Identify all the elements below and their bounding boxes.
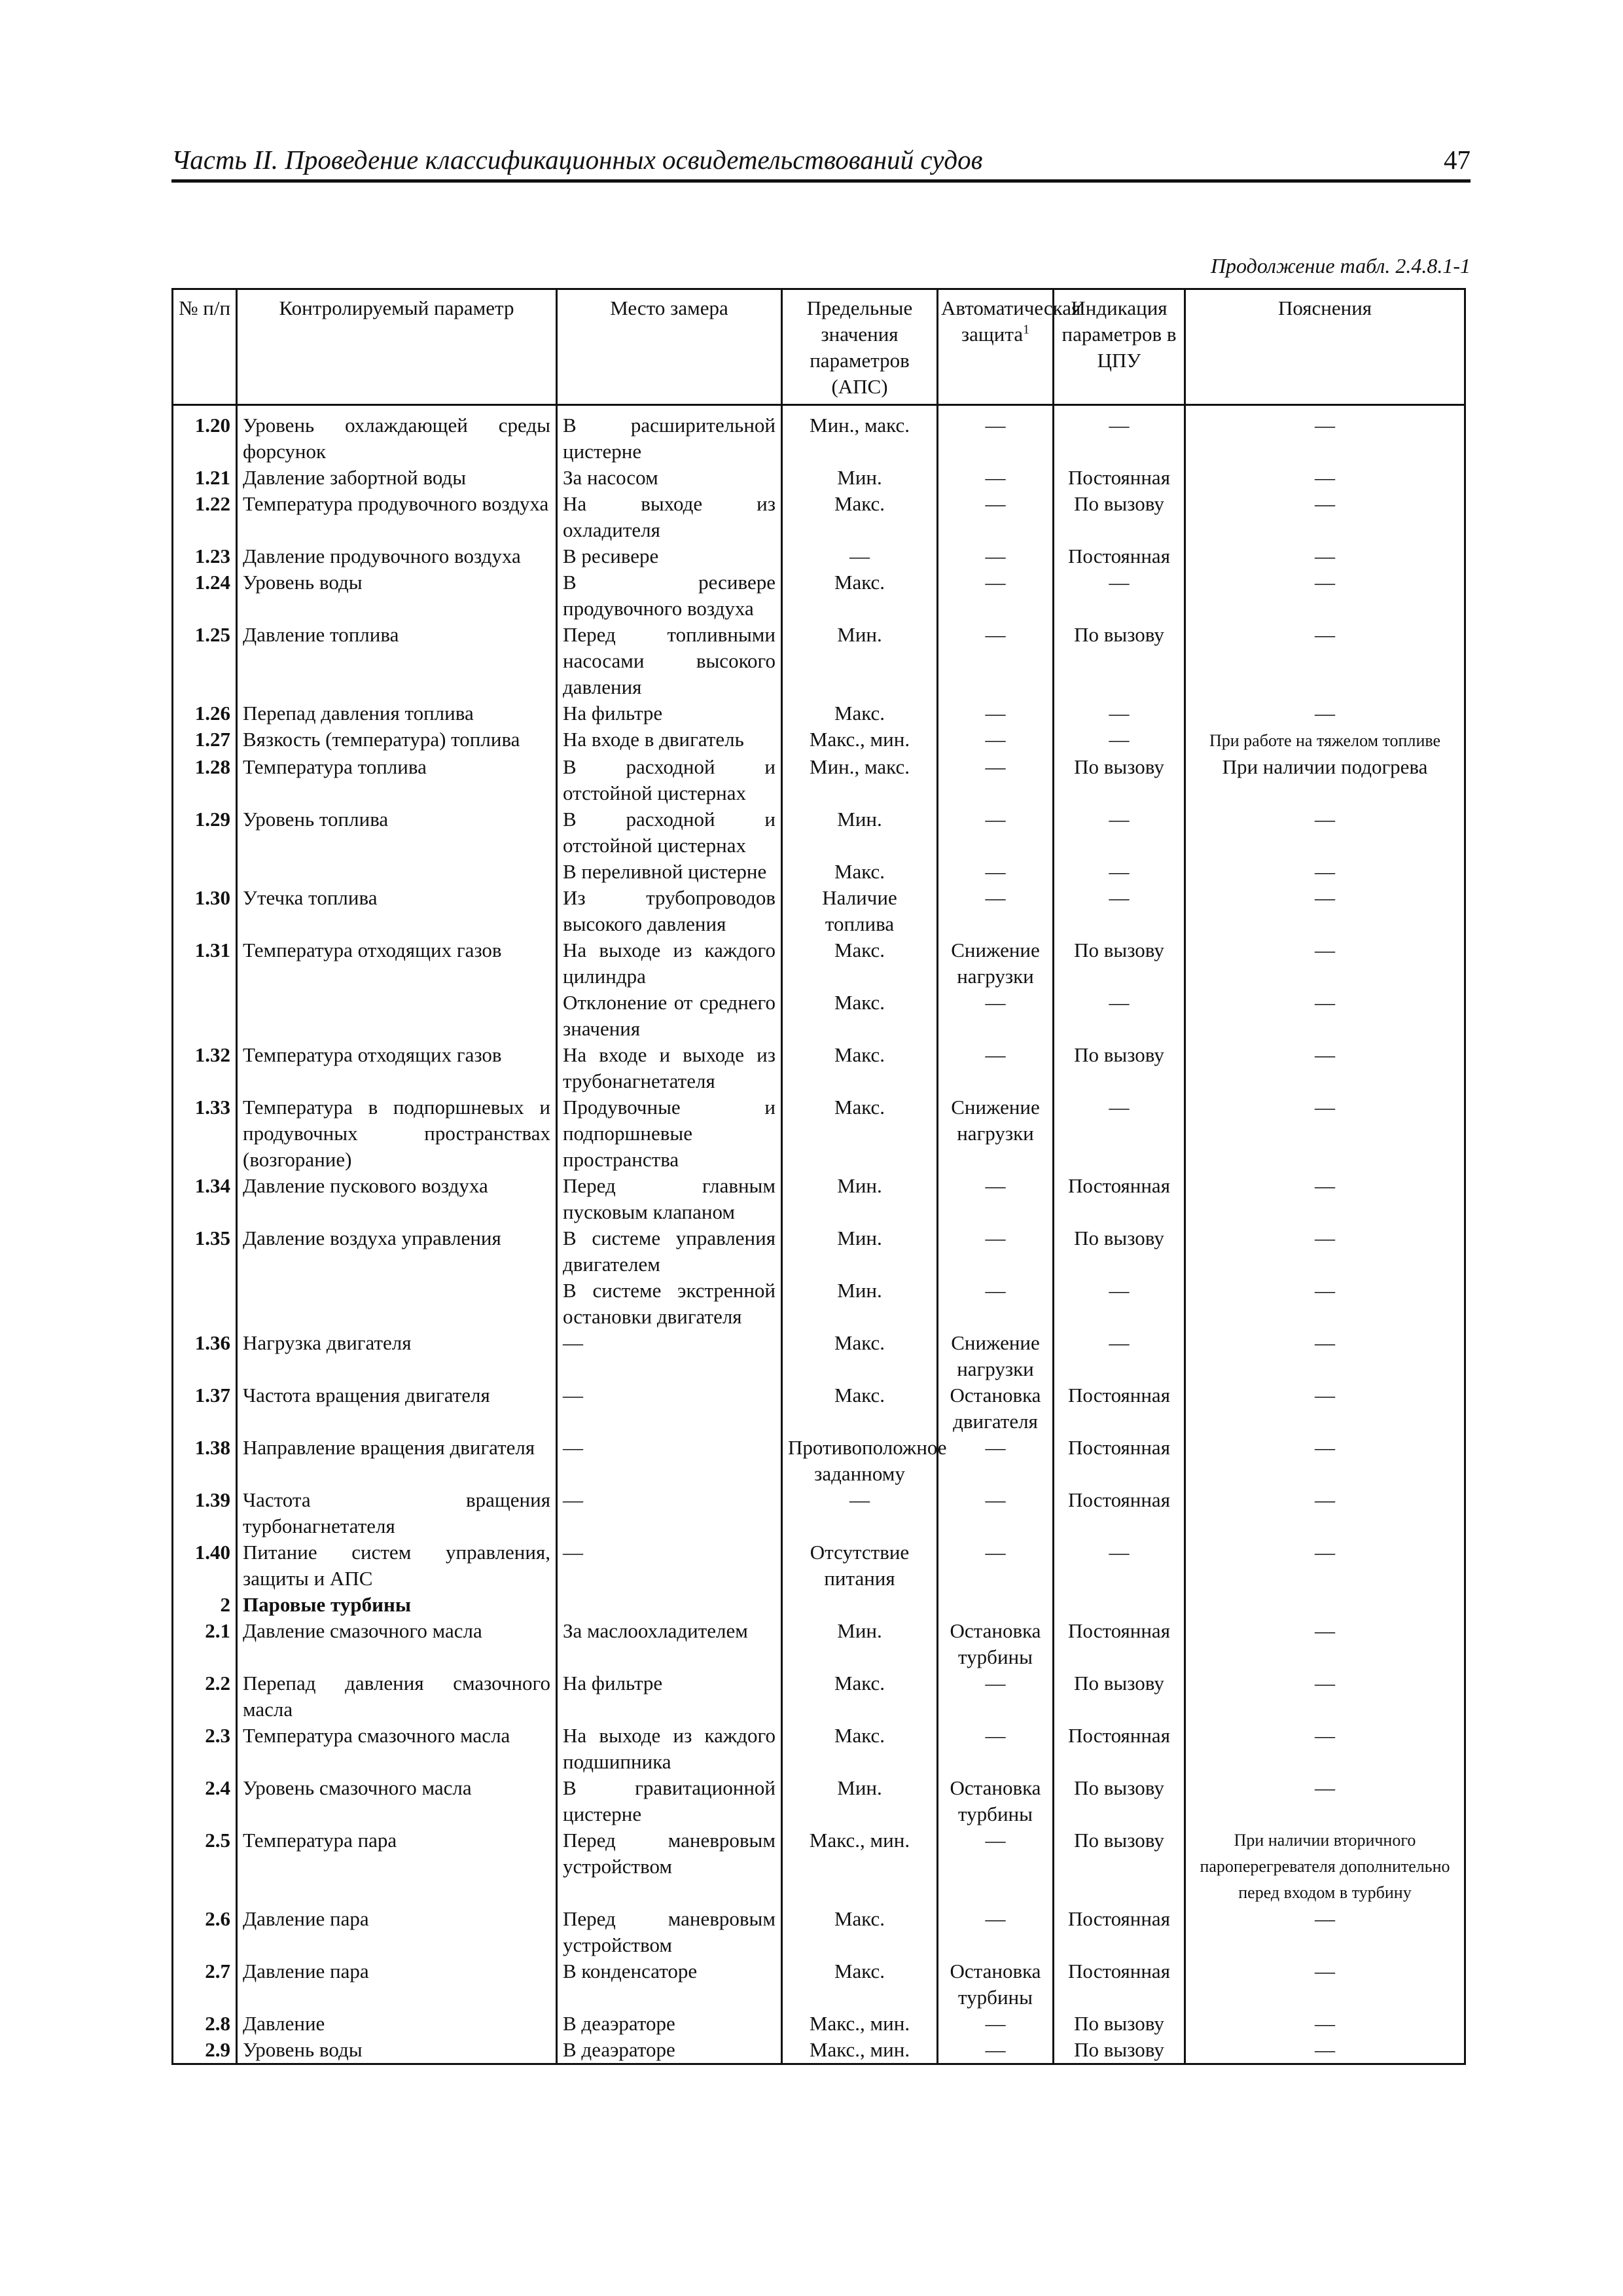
cell-limits: Отсутствие питания <box>782 1539 938 1592</box>
cell-ind: Постоянная <box>1054 1382 1185 1435</box>
header-place: Место замера <box>557 289 782 405</box>
table-row <box>173 1278 1465 1330</box>
cell-num: 1.31 <box>173 937 237 990</box>
cell-ind <box>1054 1592 1185 1618</box>
cell-ind: — <box>1054 806 1185 859</box>
cell-num: 1.25 <box>173 622 237 700</box>
cell-auto: — <box>938 543 1054 569</box>
cell-limits: Макс. <box>782 1042 938 1094</box>
table-row <box>173 405 1465 465</box>
cell-limits: Макс. <box>782 1382 938 1435</box>
cell-place: — <box>557 1435 782 1487</box>
cell-notes: — <box>1185 990 1465 1042</box>
cell-ind: — <box>1054 885 1185 937</box>
cell-limits: Макс. <box>782 700 938 726</box>
cell-param: Утечка топлива <box>237 885 557 937</box>
table-row <box>173 1958 1465 2011</box>
cell-place <box>557 1592 782 1618</box>
cell-auto: — <box>938 754 1054 806</box>
header-auto-text: Автоматическая защита <box>941 296 1081 346</box>
cell-place: Перед маневровым устройством <box>557 1827 782 1906</box>
cell-ind: Постоянная <box>1054 1618 1185 1670</box>
cell-param: Перепад давления смазочного масла <box>237 1670 557 1723</box>
cell-num: 1.28 <box>173 754 237 806</box>
cell-place: В конденсаторе <box>557 1958 782 2011</box>
cell-ind: По вызову <box>1054 1827 1185 1906</box>
cell-notes <box>1185 726 1465 754</box>
cell-limits <box>782 1592 938 1618</box>
page-number: 47 <box>1444 145 1471 175</box>
cell-num <box>173 990 237 1042</box>
cell-auto: — <box>938 1539 1054 1592</box>
cell-param: Температура продувочного воздуха <box>237 491 557 543</box>
cell-param: Давление пара <box>237 1906 557 1958</box>
table-row <box>173 491 1465 543</box>
cell-ind: Постоянная <box>1054 1435 1185 1487</box>
table-row <box>173 1330 1465 1382</box>
cell-auto: — <box>938 405 1054 465</box>
cell-ind: — <box>1054 405 1185 465</box>
cell-param: Температура отходящих газов <box>237 937 557 990</box>
cell-notes: — <box>1185 1723 1465 1775</box>
cell-param: Температура в подпоршневых и продувочных пространствах (возгорание) <box>237 1094 557 1173</box>
cell-limits: Противоположное заданному <box>782 1435 938 1487</box>
table-header-row <box>173 289 1465 405</box>
table-row <box>173 569 1465 622</box>
cell-notes: — <box>1185 2037 1465 2064</box>
cell-limits: Макс. <box>782 1906 938 1958</box>
cell-param: Уровень топлива <box>237 806 557 859</box>
cell-param: Направление вращения двигателя <box>237 1435 557 1487</box>
cell-param: Давление пара <box>237 1958 557 2011</box>
cell-place: Отклонение от среднего значения <box>557 990 782 1042</box>
cell-num: 1.36 <box>173 1330 237 1382</box>
cell-notes: — <box>1185 1906 1465 1958</box>
cell-auto: Снижение нагрузки <box>938 1330 1054 1382</box>
cell-notes: — <box>1185 1330 1465 1382</box>
table-row <box>173 1435 1465 1487</box>
cell-num <box>173 1278 237 1330</box>
cell-notes: — <box>1185 405 1465 465</box>
table-row <box>173 1173 1465 1225</box>
cell-place: На выходе из каждого цилиндра <box>557 937 782 990</box>
table-row <box>173 543 1465 569</box>
table-row <box>173 1618 1465 1670</box>
cell-place: — <box>557 1382 782 1435</box>
cell-place: В переливной цистерне <box>557 859 782 885</box>
cell-ind: — <box>1054 569 1185 622</box>
cell-num: 1.34 <box>173 1173 237 1225</box>
cell-notes: — <box>1185 1042 1465 1094</box>
cell-num: 2.8 <box>173 2011 237 2037</box>
cell-auto: — <box>938 465 1054 491</box>
cell-place: Перед главным пусковым клапаном <box>557 1173 782 1225</box>
cell-place: В гравитационной цистерне <box>557 1775 782 1827</box>
cell-num: 1.23 <box>173 543 237 569</box>
cell-ind: По вызову <box>1054 1775 1185 1827</box>
cell-place: В расходной и отстойной цистернах <box>557 806 782 859</box>
cell-param: Температура отходящих газов <box>237 1042 557 1094</box>
cell-ind: Постоянная <box>1054 465 1185 491</box>
cell-notes: — <box>1185 1539 1465 1592</box>
cell-place: За маслоохладителем <box>557 1618 782 1670</box>
cell-auto: — <box>938 726 1054 754</box>
table-row <box>173 1042 1465 1094</box>
cell-notes: — <box>1185 2011 1465 2037</box>
cell-place: На фильтре <box>557 1670 782 1723</box>
cell-place: В системе управления двигателем <box>557 1225 782 1278</box>
cell-notes: — <box>1185 1487 1465 1539</box>
cell-param: Частота вращения двигателя <box>237 1382 557 1435</box>
cell-place: Перед маневровым устройством <box>557 1906 782 1958</box>
cell-auto: — <box>938 1487 1054 1539</box>
table-row <box>173 1382 1465 1435</box>
table-row <box>173 1094 1465 1173</box>
cell-notes: — <box>1185 465 1465 491</box>
cell-auto: — <box>938 569 1054 622</box>
cell-limits: Макс. <box>782 1330 938 1382</box>
table-row <box>173 1775 1465 1827</box>
cell-ind: По вызову <box>1054 1225 1185 1278</box>
cell-auto: — <box>938 1173 1054 1225</box>
cell-limits: Макс. <box>782 937 938 990</box>
table-row <box>173 885 1465 937</box>
cell-place: В деаэраторе <box>557 2011 782 2037</box>
cell-place: В системе экстренной остановки двигателя <box>557 1278 782 1330</box>
cell-auto: Снижение нагрузки <box>938 937 1054 990</box>
cell-ind: Постоянная <box>1054 1487 1185 1539</box>
cell-limits: — <box>782 543 938 569</box>
cell-ind: По вызову <box>1054 754 1185 806</box>
cell-auto: — <box>938 2011 1054 2037</box>
cell-num: 2.3 <box>173 1723 237 1775</box>
cell-num: 1.35 <box>173 1225 237 1278</box>
cell-param: Давление смазочного масла <box>237 1618 557 1670</box>
cell-num: 1.32 <box>173 1042 237 1094</box>
cell-auto: — <box>938 806 1054 859</box>
cell-ind: — <box>1054 859 1185 885</box>
cell-notes: — <box>1185 885 1465 937</box>
cell-auto: — <box>938 700 1054 726</box>
cell-auto: — <box>938 990 1054 1042</box>
cell-param: Уровень воды <box>237 2037 557 2064</box>
cell-limits: Макс., мин. <box>782 726 938 754</box>
cell-param: Температура топлива <box>237 754 557 806</box>
cell-limits: Макс., мин. <box>782 2011 938 2037</box>
page-title: Часть II. Проведение классификационных освидетельствований судов <box>171 145 983 175</box>
cell-notes: — <box>1185 937 1465 990</box>
cell-notes: — <box>1185 1094 1465 1173</box>
cell-auto: — <box>938 1723 1054 1775</box>
cell-param: Уровень воды <box>237 569 557 622</box>
cell-auto: — <box>938 1042 1054 1094</box>
cell-num: 1.40 <box>173 1539 237 1592</box>
cell-place: — <box>557 1330 782 1382</box>
table-row <box>173 1906 1465 1958</box>
cell-place: За насосом <box>557 465 782 491</box>
cell-auto: — <box>938 1225 1054 1278</box>
cell-limits: Макс. <box>782 990 938 1042</box>
cell-notes: — <box>1185 491 1465 543</box>
cell-notes: При наличии подогрева <box>1185 754 1465 806</box>
cell-notes: — <box>1185 543 1465 569</box>
cell-place: В деаэраторе <box>557 2037 782 2064</box>
cell-limits: Мин. <box>782 1775 938 1827</box>
cell-notes: — <box>1185 859 1465 885</box>
table-row <box>173 2011 1465 2037</box>
header-notes: Пояснения <box>1185 289 1465 405</box>
cell-num: 1.26 <box>173 700 237 726</box>
cell-limits: Макс. <box>782 1958 938 2011</box>
cell-ind: — <box>1054 1539 1185 1592</box>
cell-auto: Остановка двигателя <box>938 1382 1054 1435</box>
cell-auto: — <box>938 622 1054 700</box>
cell-param: Нагрузка двигателя <box>237 1330 557 1382</box>
cell-num: 2.6 <box>173 1906 237 1958</box>
cell-place: На входе в двигатель <box>557 726 782 754</box>
cell-num: 2.4 <box>173 1775 237 1827</box>
cell-place: Продувочные и подпоршневые пространства <box>557 1094 782 1173</box>
cell-place: На входе и выходе из трубонагнетателя <box>557 1042 782 1094</box>
cell-num: 1.29 <box>173 806 237 859</box>
cell-auto: — <box>938 1278 1054 1330</box>
cell-param: Температура смазочного масла <box>237 1723 557 1775</box>
cell-ind: По вызову <box>1054 1042 1185 1094</box>
cell-limits: Макс. <box>782 1670 938 1723</box>
cell-param: Давление <box>237 2011 557 2037</box>
cell-ind: По вызову <box>1054 1670 1185 1723</box>
cell-notes: — <box>1185 1618 1465 1670</box>
cell-notes <box>1185 1592 1465 1618</box>
cell-ind: Постоянная <box>1054 1906 1185 1958</box>
cell-param: Давление продувочного воздуха <box>237 543 557 569</box>
cell-ind: Постоянная <box>1054 543 1185 569</box>
cell-param: Паровые турбины <box>237 1592 557 1618</box>
table-row <box>173 1487 1465 1539</box>
header-limits: Предельные значения параметров (АПС) <box>782 289 938 405</box>
cell-num: 1.38 <box>173 1435 237 1487</box>
cell-ind: Постоянная <box>1054 1723 1185 1775</box>
cell-limits: Мин. <box>782 465 938 491</box>
table-row <box>173 990 1465 1042</box>
cell-limits: Мин., макс. <box>782 754 938 806</box>
cell-param: Давление топлива <box>237 622 557 700</box>
header-param: Контролируемый параметр <box>237 289 557 405</box>
cell-limits: Макс., мин. <box>782 1827 938 1906</box>
cell-notes: — <box>1185 1670 1465 1723</box>
cell-place: Из трубопроводов высокого давления <box>557 885 782 937</box>
table-row <box>173 859 1465 885</box>
cell-num: 1.22 <box>173 491 237 543</box>
cell-notes: — <box>1185 1382 1465 1435</box>
cell-limits: Мин., макс. <box>782 405 938 465</box>
cell-limits: Макс. <box>782 569 938 622</box>
cell-limits: Макс., мин. <box>782 2037 938 2064</box>
cell-notes: — <box>1185 1173 1465 1225</box>
cell-ind: По вызову <box>1054 2037 1185 2064</box>
table-row <box>173 806 1465 859</box>
cell-num: 2.2 <box>173 1670 237 1723</box>
cell-notes: — <box>1185 1225 1465 1278</box>
cell-limits: Макс. <box>782 1723 938 1775</box>
cell-place: В ресивере <box>557 543 782 569</box>
cell-auto: Остановка турбины <box>938 1618 1054 1670</box>
table-row <box>173 754 1465 806</box>
cell-num: 1.33 <box>173 1094 237 1173</box>
cell-num: 2.7 <box>173 1958 237 2011</box>
cell-notes: — <box>1185 1435 1465 1487</box>
cell-auto: — <box>938 1670 1054 1723</box>
cell-param: Вязкость (температура) топлива <box>237 726 557 754</box>
cell-param: Частота вращения турбонагнетателя <box>237 1487 557 1539</box>
cell-auto: Остановка турбины <box>938 1958 1054 2011</box>
parameters-table <box>171 288 1466 2065</box>
cell-auto: Остановка турбины <box>938 1775 1054 1827</box>
cell-auto: Снижение нагрузки <box>938 1094 1054 1173</box>
cell-ind: По вызову <box>1054 622 1185 700</box>
cell-ind: — <box>1054 700 1185 726</box>
table-body <box>173 405 1465 2064</box>
cell-auto: — <box>938 1435 1054 1487</box>
cell-auto: — <box>938 859 1054 885</box>
table-row <box>173 1670 1465 1723</box>
cell-notes: — <box>1185 622 1465 700</box>
cell-limits: Мин. <box>782 1618 938 1670</box>
cell-ind: Постоянная <box>1054 1958 1185 2011</box>
cell-notes: — <box>1185 1278 1465 1330</box>
header-ind: Индикация параметров в ЦПУ <box>1054 289 1185 405</box>
table-row <box>173 622 1465 700</box>
table-row <box>173 1539 1465 1592</box>
cell-limits: Мин. <box>782 1173 938 1225</box>
cell-notes <box>1185 1827 1465 1906</box>
table-row <box>173 937 1465 990</box>
cell-limits: — <box>782 1487 938 1539</box>
table-row <box>173 465 1465 491</box>
cell-auto <box>938 1592 1054 1618</box>
table-row <box>173 1592 1465 1618</box>
cell-notes: — <box>1185 569 1465 622</box>
cell-place: В ресивере продувочного воздуха <box>557 569 782 622</box>
cell-num: 2.9 <box>173 2037 237 2064</box>
cell-param: Питание систем управления, защиты и АПС <box>237 1539 557 1592</box>
cell-param: Давление пускового воздуха <box>237 1173 557 1225</box>
cell-place: Перед топливными насосами высокого давления <box>557 622 782 700</box>
cell-ind: По вызову <box>1054 937 1185 990</box>
cell-ind: Постоянная <box>1054 1173 1185 1225</box>
cell-param: Давление воздуха управления <box>237 1225 557 1278</box>
table-row <box>173 2037 1465 2064</box>
cell-limits: Мин. <box>782 806 938 859</box>
cell-limits: Мин. <box>782 622 938 700</box>
cell-param: Уровень смазочного масла <box>237 1775 557 1827</box>
footnote-mark: 1 <box>1023 322 1030 337</box>
cell-auto: — <box>938 491 1054 543</box>
cell-ind: По вызову <box>1054 491 1185 543</box>
cell-ind: — <box>1054 1094 1185 1173</box>
cell-ind: — <box>1054 726 1185 754</box>
cell-place: — <box>557 1539 782 1592</box>
header-auto <box>938 289 1081 405</box>
cell-num: 1.20 <box>173 405 237 465</box>
cell-param: Перепад давления топлива <box>237 700 557 726</box>
cell-param: Температура пара <box>237 1827 557 1906</box>
cell-notes: — <box>1185 1775 1465 1827</box>
cell-auto: — <box>938 1906 1054 1958</box>
cell-auto: — <box>938 885 1054 937</box>
cell-param: Давление забортной воды <box>237 465 557 491</box>
cell-num: 2.5 <box>173 1827 237 1906</box>
cell-limits: Мин. <box>782 1225 938 1278</box>
cell-notes: — <box>1185 700 1465 726</box>
cell-limits: Макс. <box>782 491 938 543</box>
cell-place: На фильтре <box>557 700 782 726</box>
cell-place: На выходе из каждого подшипника <box>557 1723 782 1775</box>
cell-num: 1.37 <box>173 1382 237 1435</box>
table-caption: Продолжение табл. 2.4.8.1-1 <box>1210 254 1471 278</box>
cell-place: В расширительной цистерне <box>557 405 782 465</box>
cell-limits: Макс. <box>782 859 938 885</box>
cell-num: 1.30 <box>173 885 237 937</box>
cell-place: В расходной и отстойной цистернах <box>557 754 782 806</box>
cell-num: 2 <box>173 1592 237 1618</box>
cell-num: 1.27 <box>173 726 237 754</box>
cell-num: 1.21 <box>173 465 237 491</box>
table-row <box>173 1225 1465 1278</box>
cell-num <box>173 859 237 885</box>
page-header <box>171 139 1471 183</box>
note-text: При наличии вторичного пароперегревателя дополнительно перед входом в турбину <box>1200 1831 1450 1902</box>
table-row <box>173 1723 1465 1775</box>
table-row <box>173 700 1465 726</box>
cell-ind: — <box>1054 1330 1185 1382</box>
cell-ind: — <box>1054 990 1185 1042</box>
cell-limits: Макс. <box>782 1094 938 1173</box>
cell-notes: — <box>1185 1958 1465 2011</box>
cell-param <box>237 1278 557 1330</box>
note-text: При работе на тяжелом топливе <box>1209 731 1441 750</box>
cell-ind: — <box>1054 1278 1185 1330</box>
cell-limits: Наличие топлива <box>782 885 938 937</box>
cell-auto: — <box>938 1827 1054 1906</box>
cell-param <box>237 859 557 885</box>
header-num: № п/п <box>173 289 237 405</box>
cell-num: 1.39 <box>173 1487 237 1539</box>
cell-param: Уровень охлаждающей среды форсунок <box>237 405 557 465</box>
cell-auto: — <box>938 2037 1054 2064</box>
cell-place: — <box>557 1487 782 1539</box>
cell-ind: По вызову <box>1054 2011 1185 2037</box>
cell-place: На выходе из охладителя <box>557 491 782 543</box>
cell-param <box>237 990 557 1042</box>
table-row <box>173 1827 1465 1906</box>
cell-num: 1.24 <box>173 569 237 622</box>
cell-num: 2.1 <box>173 1618 237 1670</box>
cell-notes: — <box>1185 806 1465 859</box>
cell-limits: Мин. <box>782 1278 938 1330</box>
table-row <box>173 726 1465 754</box>
